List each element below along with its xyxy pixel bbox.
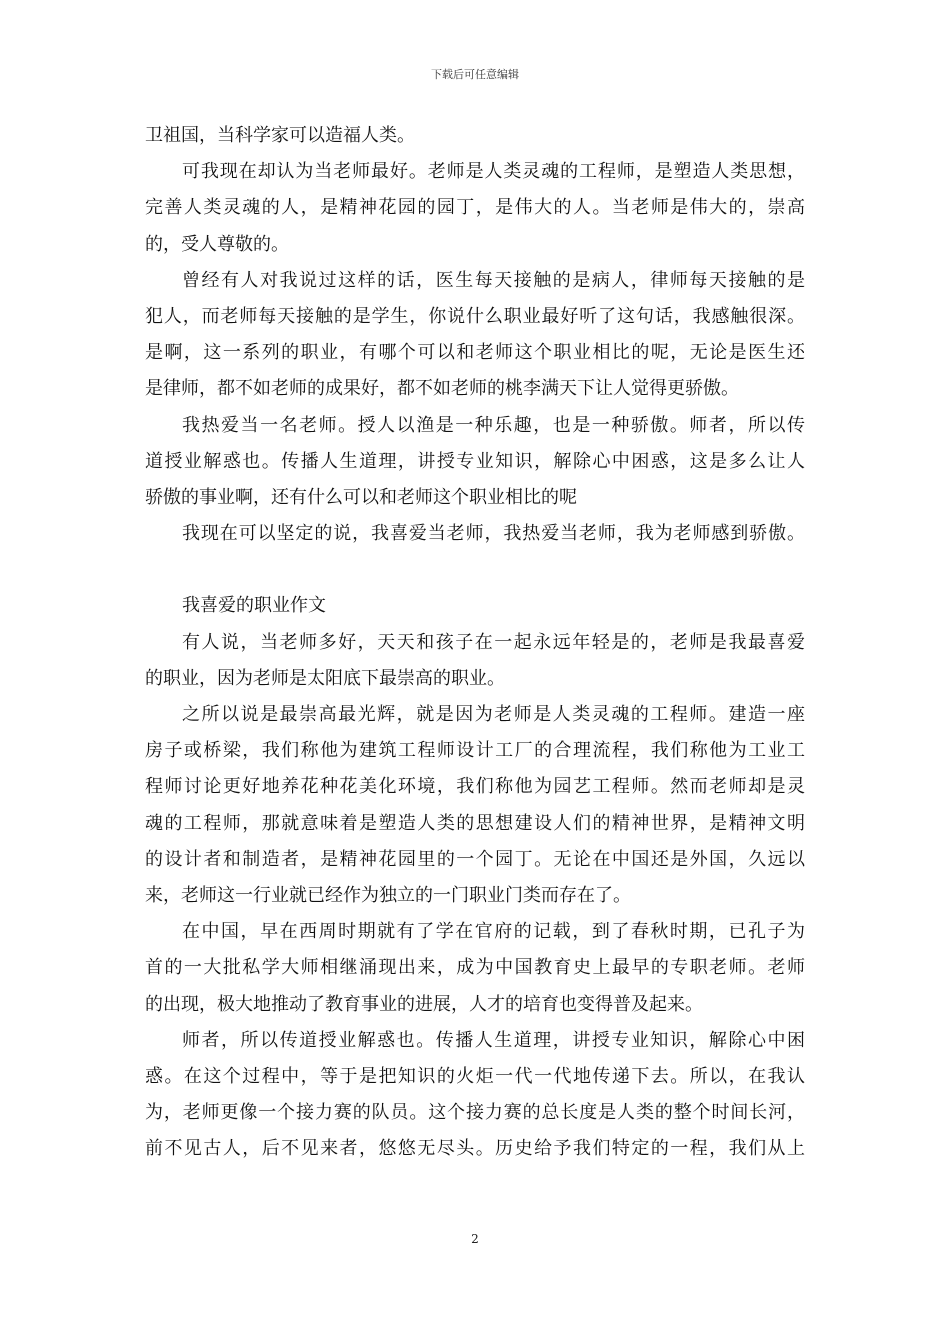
- text-line: 犯人，而老师每天接触的是学生，你说什么职业最好听了这句话，我感触很深。: [145, 305, 805, 327]
- text-line: 师者，所以传道授业解惑也。传播人生道理，讲授专业知识，解除心中困: [182, 1029, 805, 1051]
- text-line: 房子或桥梁，我们称他为建筑工程师设计工厂的合理流程，我们称他为工业工: [145, 740, 805, 762]
- text-line: 的职业，因为老师是太阳底下最崇高的职业。: [145, 667, 505, 689]
- text-line: 曾经有人对我说过这样的话，医生每天接触的是病人，律师每天接触的是: [182, 269, 805, 291]
- text-line: 的，受人尊敬的。: [145, 233, 289, 255]
- document-body: [145, 118, 805, 1167]
- text-line: 可我现在却认为当老师最好。老师是人类灵魂的工程师，是塑造人类思想，: [182, 161, 805, 183]
- page-number: 2: [471, 1232, 479, 1246]
- blank-line: [145, 552, 805, 588]
- text-line: 是啊，这一系列的职业，有哪个可以和老师这个职业相比的呢，无论是医生还: [145, 342, 805, 364]
- text-line: 在中国，早在西周时期就有了学在官府的记载，到了春秋时期，已孔子为: [182, 921, 805, 943]
- text-line: 惑。在这个过程中，等于是把知识的火炬一代一代地传递下去。所以，在我认: [145, 1065, 805, 1087]
- text-line: 魂的工程师，那就意味着是塑造人类的思想建设人们的精神世界，是精神文明: [145, 812, 805, 834]
- text-line: 我喜爱的职业作文: [182, 595, 326, 617]
- page-header: 下载后可任意编辑: [431, 68, 519, 81]
- text-line: 为，老师更像一个接力赛的队员。这个接力赛的总长度是人类的整个时间长河，: [145, 1102, 805, 1124]
- text-line: 来，老师这一行业就已经作为独立的一门职业门类而存在了。: [145, 884, 631, 906]
- text-line: 的设计者和制造者，是精神花园里的一个园丁。无论在中国还是外国，久远以: [145, 848, 805, 870]
- text-line: 首的一大批私学大师相继涌现出来，成为中国教育史上最早的专职老师。老师: [145, 957, 805, 979]
- text-line: 完善人类灵魂的人，是精神花园的园丁，是伟大的人。当老师是伟大的，崇高: [145, 197, 805, 219]
- text-line: 是律师，都不如老师的成果好，都不如老师的桃李满天下让人觉得更骄傲。: [145, 378, 739, 400]
- text-line: 我热爱当一名老师。授人以渔是一种乐趣，也是一种骄傲。师者，所以传: [182, 414, 805, 436]
- text-line: 有人说，当老师多好，天天和孩子在一起永远年轻是的，老师是我最喜爱: [182, 631, 805, 653]
- text-line: 我现在可以坚定的说，我喜爱当老师，我热爱当老师，我为老师感到骄傲。: [182, 523, 805, 545]
- text-line: 之所以说是最崇高最光辉，就是因为老师是人类灵魂的工程师。建造一座: [182, 704, 805, 725]
- text-line: 程师讨论更好地养花种花美化环境，我们称他为园艺工程师。然而老师却是灵: [145, 776, 805, 798]
- text-line: 骄傲的事业啊，还有什么可以和老师这个职业相比的呢: [145, 486, 577, 508]
- text-line: 道授业解惑也。传播人生道理，讲授专业知识，解除心中困惑，这是多么让人: [145, 450, 805, 472]
- text-line: 的出现，极大地推动了教育事业的进展，人才的培育也变得普及起来。: [145, 993, 703, 1015]
- text-line: 前不见古人，后不见来者，悠悠无尽头。历史给予我们特定的一程，我们从上: [145, 1138, 805, 1160]
- text-line: 卫祖国，当科学家可以造福人类。: [145, 125, 415, 146]
